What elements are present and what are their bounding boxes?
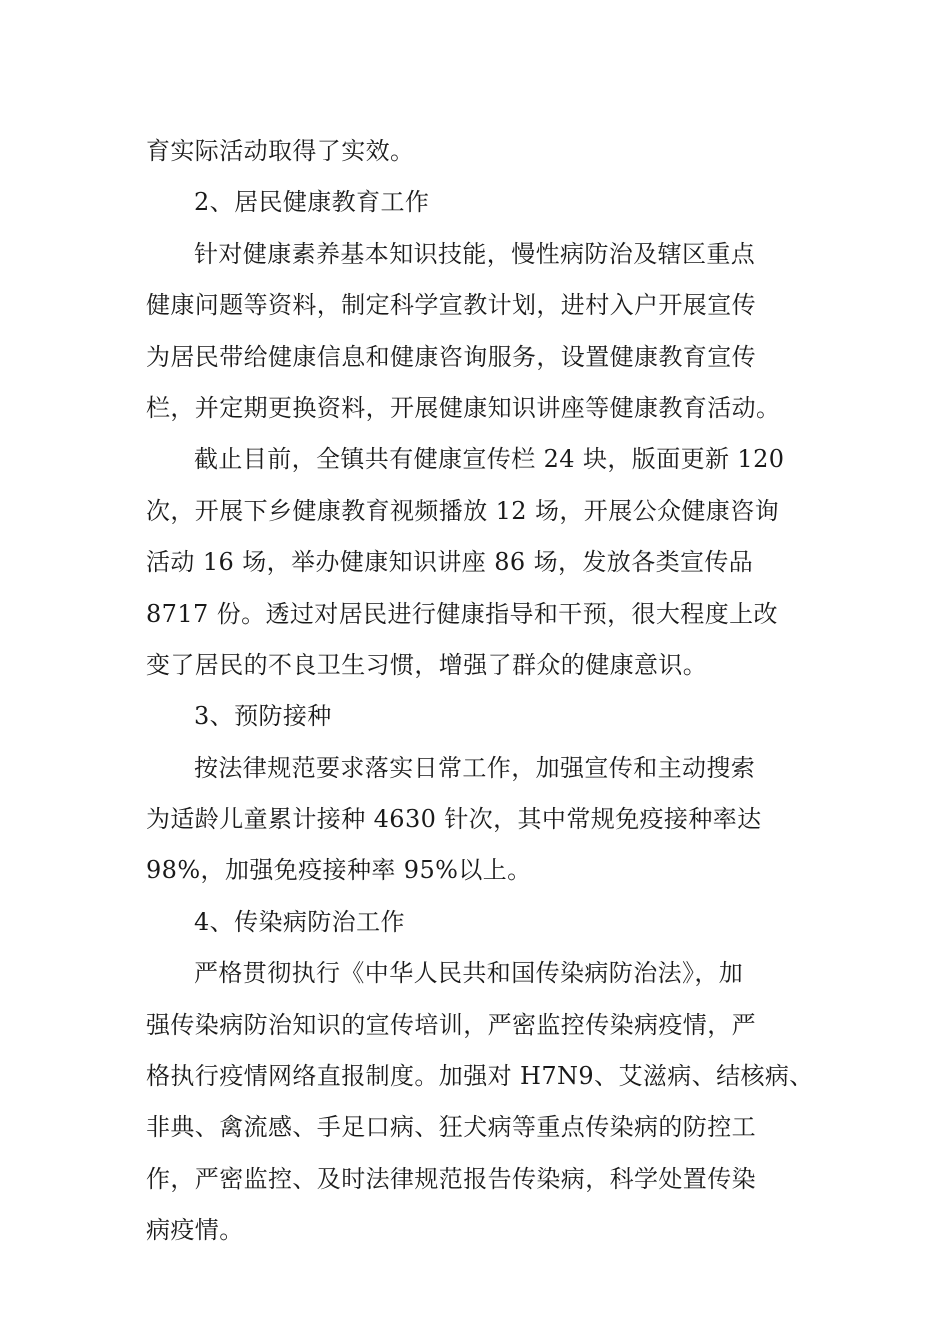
text-line: 栏，并定期更换资料，开展健康知识讲座等健康教育活动。 <box>146 393 781 422</box>
text-line: 按法律规范要求落实日常工作，加强宣传和主动搜索 <box>194 753 756 782</box>
text-line: 强传染病防治知识的宣传培训，严密监控传染病疫情，严 <box>146 1010 756 1039</box>
section-heading: 3、预防接种 <box>194 702 332 731</box>
document-page <box>146 126 816 1257</box>
text-line: 格执行疫情网络直报制度。加强对 H7N9、艾滋病、结核病、 <box>146 1062 814 1091</box>
text-line: 变了居民的不良卫生习惯，增强了群众的健康意识。 <box>146 650 708 679</box>
text-line: 作，严密监控、及时法律规范报告传染病，科学处置传染 <box>146 1164 756 1193</box>
text-line: 健康问题等资料，制定科学宣教计划，进村入户开展宣传 <box>146 291 756 320</box>
text-line: 严格贯彻执行《中华人民共和国传染病防治法》，加 <box>194 959 744 988</box>
section-heading: 4、传染病防治工作 <box>194 907 405 936</box>
text-line: 为适龄儿童累计接种 4630 针次，其中常规免疫接种率达 <box>146 805 762 834</box>
text-line: 活动 16 场，举办健康知识讲座 86 场，发放各类宣传品 <box>146 548 754 577</box>
text-line: 次，开展下乡健康教育视频播放 12 场，开展公众健康咨询 <box>146 496 779 525</box>
section-heading: 2、居民健康教育工作 <box>194 188 430 217</box>
text-line: 针对健康素养基本知识技能，慢性病防治及辖区重点 <box>194 239 756 268</box>
text-line: 病疫情。 <box>146 1216 244 1245</box>
text-line: 为居民带给健康信息和健康咨询服务，设置健康教育宣传 <box>146 342 756 371</box>
text-line: 8717 份。透过对居民进行健康指导和干预，很大程度上改 <box>146 599 778 628</box>
text-line: 截止目前，全镇共有健康宣传栏 24 块，版面更新 120 <box>194 445 785 474</box>
text-line: 育实际活动取得了实效。 <box>146 137 415 165</box>
text-line: 98%，加强免疫接种率 95%以上。 <box>146 856 532 885</box>
text-line: 非典、禽流感、手足口病、狂犬病等重点传染病的防控工 <box>146 1113 756 1142</box>
